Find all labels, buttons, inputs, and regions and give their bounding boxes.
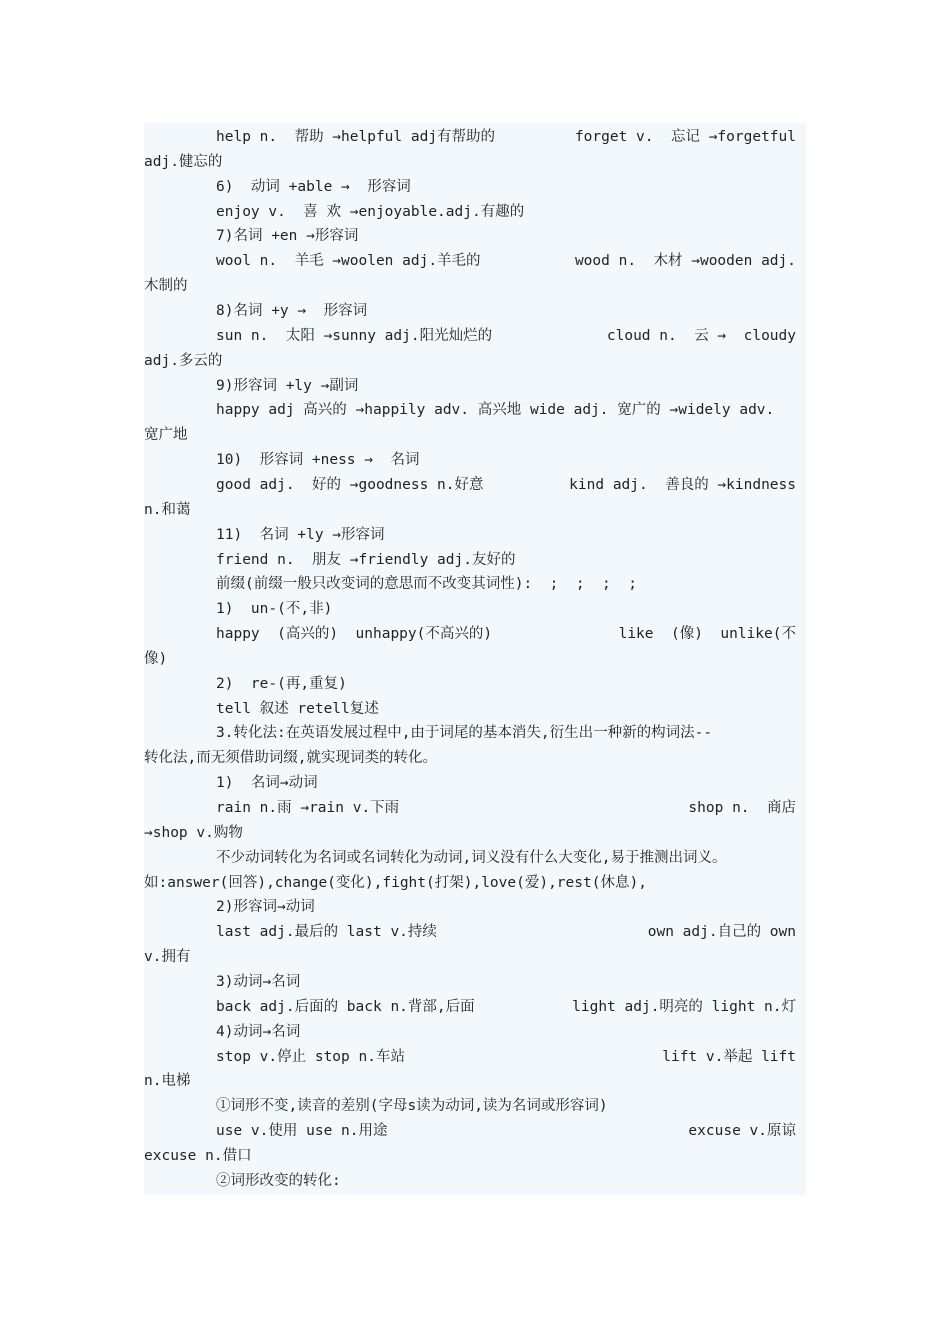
- line-text: 3.转化法:在英语发展过程中,由于词尾的基本消失,衍生出一种新的构词法--: [216, 725, 713, 742]
- line-text: last adj.最后的 last v.持续: [216, 924, 437, 941]
- line-text-right: cloud n. 云 → cloudy: [606, 327, 796, 344]
- line-text-right: excuse v.原谅: [688, 1123, 796, 1139]
- line-text-right: forget v. 忘记 →forgetful: [574, 129, 796, 145]
- text-line: [144, 448, 806, 472]
- text-line: [144, 672, 806, 696]
- text-line: [144, 796, 806, 820]
- text-line: [144, 970, 806, 994]
- text-line: [144, 324, 806, 348]
- line-text: stop v.停止 stop n.车站: [216, 1048, 405, 1065]
- line-text-right: lift v.举起 lift: [662, 1048, 796, 1065]
- text-line: [144, 1069, 806, 1093]
- text-line: [144, 572, 806, 596]
- line-text: use v.使用 use n.用途: [216, 1123, 388, 1139]
- line-text: happy adj 高兴的 →happily adv. 高兴地 wide adj. 宽广的 →widely adv.: [216, 402, 775, 419]
- text-line: [144, 1119, 806, 1143]
- text-line: [144, 175, 806, 199]
- text-line: [144, 249, 806, 273]
- line-text: 像): [144, 650, 168, 667]
- text-line: [144, 1094, 806, 1118]
- line-text: 10) 形容词 +ness → 名词: [216, 452, 420, 469]
- line-text: 2)形容词→动词: [216, 899, 315, 916]
- line-text: help n. 帮助 →helpful adj有帮助的: [216, 129, 496, 145]
- line-text: adj.多云的: [144, 352, 223, 369]
- line-text-right: light adj.明亮的 light n.灯: [572, 998, 796, 1015]
- line-text: excuse n.借口: [144, 1147, 252, 1164]
- text-line: [144, 224, 806, 248]
- line-text: →shop v.购物: [144, 824, 243, 841]
- text-line: [144, 200, 806, 224]
- text-line: [144, 349, 806, 373]
- line-text: 7)名词 +en →形容词: [216, 228, 359, 245]
- text-line: [144, 1169, 806, 1193]
- line-text: good adj. 好的 →goodness n.好意: [216, 476, 484, 493]
- text-line: [144, 473, 806, 497]
- text-line: [144, 548, 806, 572]
- line-text: 木制的: [144, 278, 188, 295]
- line-text: 3)动词→名词: [216, 973, 301, 990]
- text-line: [144, 597, 806, 621]
- text-line: [144, 846, 806, 870]
- line-text: 2) re-(再,重复): [216, 675, 347, 692]
- line-text: v.拥有: [144, 949, 191, 966]
- line-text-right: own adj.自己的 own: [647, 924, 796, 941]
- line-text: 前缀(前缀一般只改变词的意思而不改变其词性): ; ; ; ;: [216, 576, 637, 593]
- line-text: happy (高兴的) unhappy(不高兴的): [216, 626, 493, 642]
- line-text-right: kind adj. 善良的 →kindness: [569, 476, 796, 493]
- line-text: n.电梯: [144, 1073, 191, 1090]
- text-line: [144, 895, 806, 919]
- text-line: [144, 274, 806, 298]
- line-text: sun n. 太阳 →sunny adj.阳光灿烂的: [216, 327, 493, 344]
- text-line: [144, 622, 806, 646]
- text-line: [144, 150, 806, 174]
- text-line: [144, 423, 806, 447]
- line-text: enjoy v. 喜 欢 →enjoyable.adj.有趣的: [216, 203, 525, 220]
- text-line: [144, 125, 806, 149]
- line-text-right: shop n. 商店: [688, 800, 796, 816]
- line-text: tell 叙述 retell复述: [216, 700, 379, 717]
- text-line: [144, 945, 806, 969]
- text-line: [144, 523, 806, 547]
- line-text: 转化法,而无须借助词缀,就实现词类的转化。: [144, 750, 437, 767]
- text-line: [144, 498, 806, 522]
- line-text: ①词形不变,读音的差别(字母s读为动词,读为名词或形容词): [216, 1098, 608, 1115]
- text-line: [144, 1020, 806, 1044]
- line-text: ②词形改变的转化:: [216, 1172, 341, 1189]
- line-text: rain n.雨 →rain v.下雨: [216, 800, 400, 816]
- line-text: 11) 名词 +ly →形容词: [216, 526, 385, 543]
- line-text: 1) un-(不,非): [216, 601, 333, 618]
- line-text: 9)形容词 +ly →副词: [216, 377, 359, 394]
- line-text: 不少动词转化为名词或名词转化为动词,词义没有什么大变化,易于推测出词义。: [216, 849, 727, 866]
- text-line: [144, 1045, 806, 1069]
- line-text: 8)名词 +y → 形容词: [216, 303, 368, 319]
- line-text: wool n. 羊毛 →woolen adj.羊毛的: [216, 253, 481, 270]
- text-line: [144, 721, 806, 745]
- text-line: [144, 299, 806, 323]
- line-text: n.和蔼: [144, 501, 191, 518]
- line-text: 宽广地: [144, 427, 188, 444]
- line-text: 1) 名词→动词: [216, 775, 318, 792]
- text-line: [144, 398, 806, 422]
- line-text: friend n. 朋友 →friendly adj.友好的: [216, 551, 516, 568]
- line-text: back adj.后面的 back n.背部,后面: [216, 998, 475, 1015]
- text-line: [144, 871, 806, 895]
- text-line: [144, 746, 806, 770]
- text-line: [144, 647, 806, 671]
- text-line: [144, 1144, 806, 1168]
- text-line: [144, 374, 806, 398]
- line-text-right: like (像) unlike(不: [618, 626, 796, 642]
- line-text: adj.健忘的: [144, 153, 223, 170]
- text-line: [144, 821, 806, 845]
- line-text-right: wood n. 木材 →wooden adj.: [574, 253, 796, 270]
- line-text: 6) 动词 +able → 形容词: [216, 178, 411, 195]
- line-text: 4)动词→名词: [216, 1023, 301, 1040]
- text-line: [144, 920, 806, 944]
- line-text: 如:answer(回答),change(变化),fight(打架),love(爱),rest(休息),: [144, 874, 647, 891]
- text-line: [144, 697, 806, 721]
- text-line: [144, 771, 806, 795]
- text-line: [144, 995, 806, 1019]
